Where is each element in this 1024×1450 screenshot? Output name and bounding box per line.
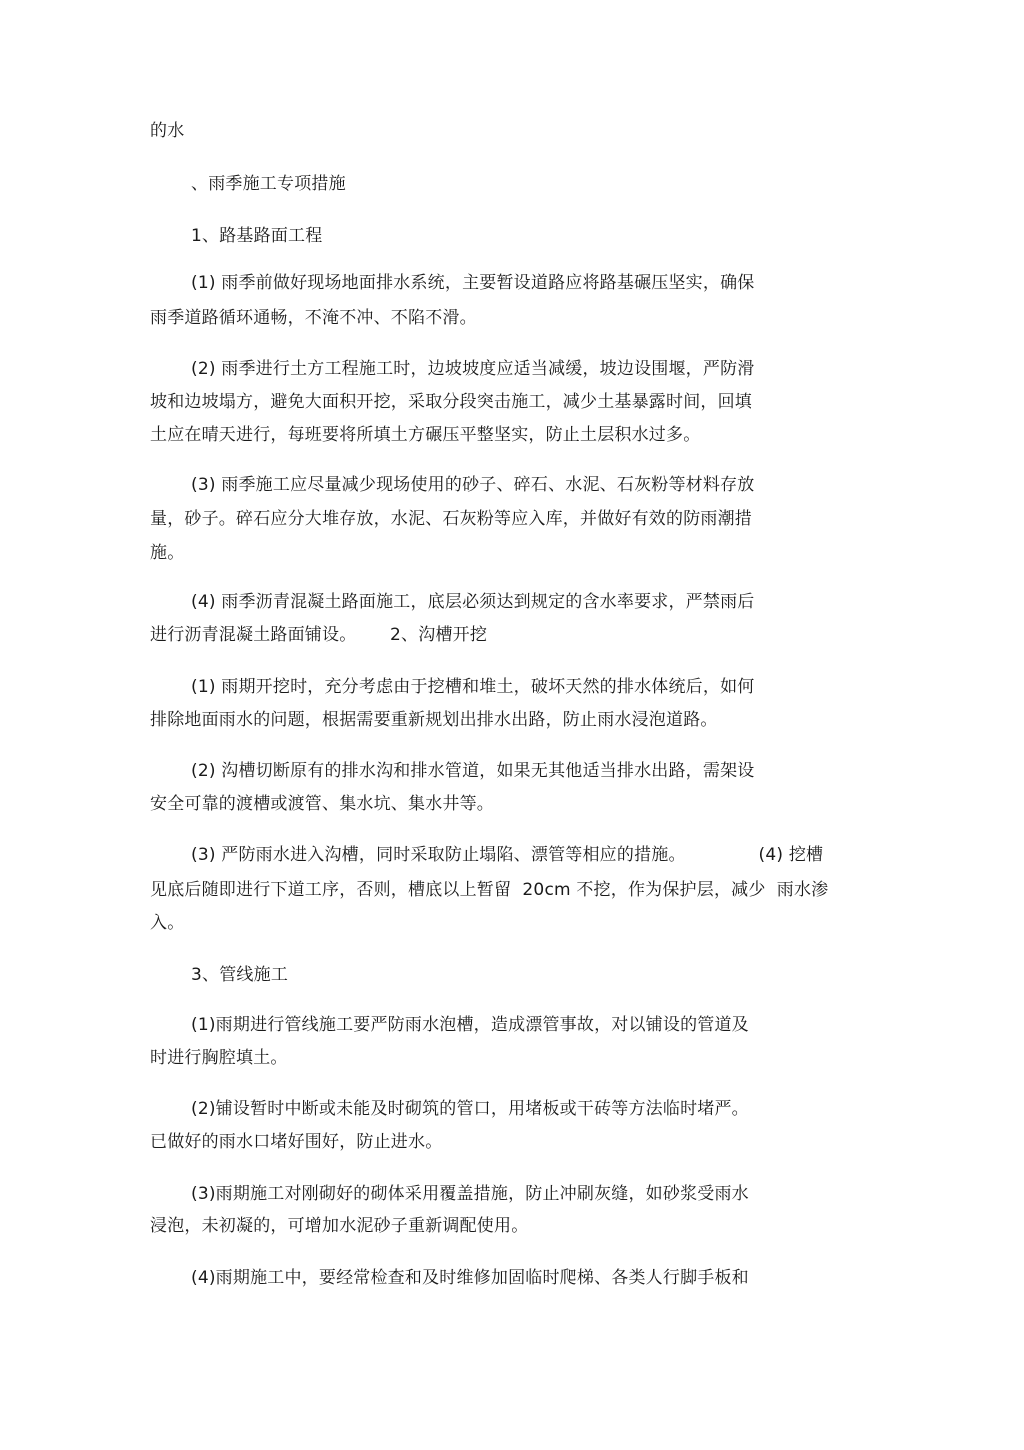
- subsection-heading: 3、管线施工: [191, 965, 289, 985]
- text-line: 浸泡，未初凝的，可增加水泥砂子重新调配使用。: [150, 1216, 529, 1236]
- text-line: 安全可靠的渡槽或渡管、集水坑、集水井等。: [150, 794, 494, 814]
- text-line: (1) 雨季前做好现场地面排水系统，主要暂设道路应将路基碾压坚实，确保: [191, 273, 755, 293]
- section-heading: 、雨季施工专项措施: [191, 174, 346, 194]
- text-line: (1)雨期进行管线施工要严防雨水泡槽，造成漂管事故，对以铺设的管道及: [191, 1015, 749, 1035]
- text-line: 时进行胸腔填土。: [150, 1048, 288, 1068]
- text-line: 量，砂子。碎石应分大堆存放，水泥、石灰粉等应入库，并做好有效的防雨潮措: [150, 509, 752, 529]
- text-line: (3) 严防雨水进入沟槽，同时采取防止塌陷、漂管等相应的措施。 (4) 挖槽: [191, 845, 824, 865]
- text-line: 入。: [150, 913, 185, 933]
- text-line: (2) 沟槽切断原有的排水沟和排水管道，如果无其他适当排水出路，需架设: [191, 761, 755, 781]
- text-line: (4) 雨季沥青混凝土路面施工，底层必须达到规定的含水率要求，严禁雨后: [191, 592, 755, 612]
- text-line: 的水: [150, 121, 185, 141]
- text-line: 进行沥青混凝土路面铺设。 2、沟槽开挖: [150, 625, 488, 645]
- text-line: 坡和边坡塌方，避免大面积开挖，采取分段突击施工，减少土基暴露时间，回填: [150, 392, 752, 412]
- text-line: 排除地面雨水的问题，根据需要重新规划出排水出路，防止雨水浸泡道路。: [150, 710, 718, 730]
- text-line: (3)雨期施工对刚砌好的砌体采用覆盖措施，防止冲刷灰缝，如砂浆受雨水: [191, 1184, 749, 1204]
- text-line: 已做好的雨水口堵好围好，防止进水。: [150, 1132, 443, 1152]
- text-line: (1) 雨期开挖时，充分考虑由于挖槽和堆土，破坏天然的排水体统后，如何: [191, 677, 755, 697]
- text-line: 见底后随即进行下道工序，否则，槽底以上暂留 20cm 不挖，作为保护层，减少 雨水渗: [150, 880, 829, 900]
- text-line: 施。: [150, 543, 185, 563]
- text-line: (4)雨期施工中，要经常检查和及时维修加固临时爬梯、各类人行脚手板和: [191, 1268, 749, 1288]
- text-line: 雨季道路循环通畅，不淹不冲、不陷不滑。: [150, 308, 477, 328]
- subsection-heading: 1、路基路面工程: [191, 226, 323, 246]
- text-line: (3) 雨季施工应尽量减少现场使用的砂子、碎石、水泥、石灰粉等材料存放: [191, 475, 755, 495]
- text-line: (2)铺设暂时中断或未能及时砌筑的管口，用堵板或干砖等方法临时堵严。: [191, 1099, 749, 1119]
- text-line: (2) 雨季进行土方工程施工时，边坡坡度应适当减缓，坡边设围堰，严防滑: [191, 359, 755, 379]
- text-line: 土应在晴天进行，每班要将所填土方碾压平整坚实，防止土层积水过多。: [150, 425, 701, 445]
